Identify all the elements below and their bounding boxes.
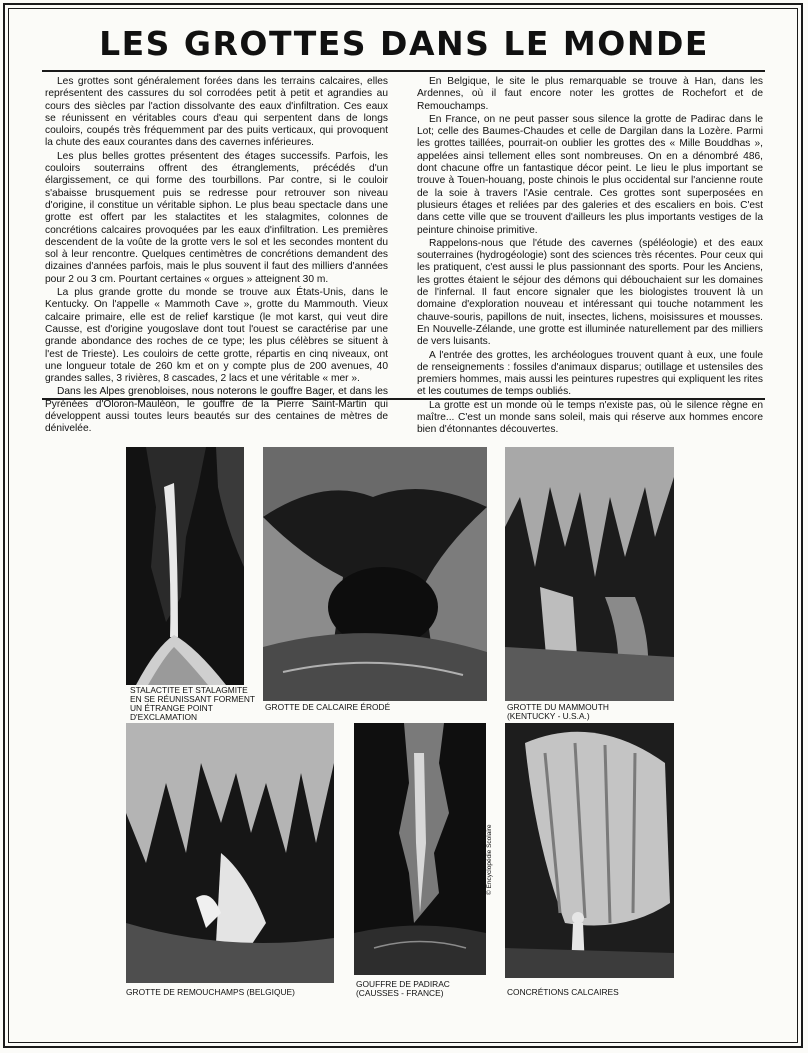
page-title: LES GROTTES DANS LE MONDE (99, 24, 709, 63)
grotte-remouchamps-caption: GROTTE DE REMOUCHAMPS (BELGIQUE) (126, 987, 295, 997)
concretions-calcaires-caption: CONCRÉTIONS CALCAIRES (507, 987, 619, 997)
article-right-column (417, 76, 763, 438)
grotte-calcaire-illustration (263, 447, 487, 701)
article-left-column (45, 76, 388, 437)
title-rule (42, 70, 765, 72)
paragraph: Dans les Alpes grenobloises, nous noterons le gouffre Bager, et dans les Pyrénées d'Oloron-Mauléon, le gouffre de la Pierre Saint-Martin qui développent aussi toutes leurs beautés sur des centaines de mètres de dénivelée. (45, 386, 388, 435)
paragraph: La grotte est un monde où le temps n'existe pas, où le silence règne en maître... C'est un monde sans soleil, mais qui réserve aux hommes encore bien d'étonnantes découvertes. (417, 399, 763, 436)
paragraph: La plus grande grotte du monde se trouve aux États-Unis, dans le Kentucky. On l'appelle « Mammoth Cave », grotte du Mammouth. Vieux calcaire primaire, elle est de relief karstique (le mot karst, qui veut dire Causse, est d'origine yougoslave dont tout l'ouest se caractérise par une grande abondance des roches de ce type; les plus célèbres se situent à l'est de Trieste). Les couloirs de cette grotte, répartis en cinq niveaux, ont une longueur totale de 260 km et on y compte plus de 200 avenues, 40 grandes salles, 3 rivières, 8 cascades, 2 lacs et une véritable « mer ». (45, 287, 388, 385)
paragraph: Rappelons-nous que l'étude des cavernes (spéléologie) et des eaux souterraines (hydrogéologie) sont des sciences très récentes. Pour ceux qui les pratiquent, c'est aussi le plus passionnant des sports. Pour les Anciens, les grottes étaient le séjour des démons qui débouchaient sur les domaines de l'infernal. Il faut encore signaler que les biologistes trouvent là un domaine d'exploration nouveau et intéressant qui touche notamment les chauve-souris, papillons de nuit, insectes, lichens, moisissures et mousses. En Nouvelle-Zélande, une grotte est illuminée naturellement par des milliers de vers luisants. (417, 237, 763, 348)
gouffre-padirac-illustration (354, 723, 486, 975)
grotte-mammouth-caption: GROTTE DU MAMMOUTH (KENTUCKY - U.S.A.) (507, 702, 609, 721)
stalactite-caption: STALACTITE ET STALAGMITE EN SE RÉUNISSANT FORMENT UN ÉTRANGE POINT D'EXCLAMATION (130, 685, 256, 722)
text-divider-rule (42, 398, 765, 400)
paragraph: En France, on ne peut passer sous silence la grotte de Padirac dans le Lot; celle des Baumes-Chaudes et celle de Dargilan dans la Lozère. Parmi les grottes taillées, pourrait-on oublier les grottes des « Mille Bouddhas », appelées ainsi tellement elles sont nombreuses. On en a dénombré 486, dont chacune offre un fantastique décor peint. Le lieu le plus important se trouve à Touen-houang, poste chinois le plus occidental sur l'ancienne route de la soie à travers l'Asie centrale. Ces grottes sont superposées en plusieurs étages et reliées par des galeries et des escaliers en bois. C'est dans cette ville que se trouvent d'ailleurs les plus importants vestiges de la peinture chinoise primitive. (417, 113, 763, 236)
paragraph: Les grottes sont généralement forées dans les terrains calcaires, elles représentent des cassures du sol corrodées petit à petit et agrandies au cours des siècles par l'action dissolvante des eaux d'infiltration. Ces eaux se réunissent en véritables cours d'eau qui serpentent dans de longs couloirs, coupés très fréquemment par des puits verticaux, qui provoquent la chute des eaux courantes dans des cavernes inférieures. (45, 76, 388, 149)
stalactite-illustration (126, 447, 244, 685)
grotte-remouchamps-illustration (126, 723, 334, 983)
concretions-calcaires-illustration (505, 723, 674, 978)
grotte-mammouth-illustration (505, 447, 674, 701)
grotte-calcaire-caption: GROTTE DE CALCAIRE ÉRODÉ (265, 702, 391, 712)
gouffre-padirac-caption: GOUFFRE DE PADIRAC (CAUSSES - FRANCE) (356, 979, 450, 998)
paragraph: A l'entrée des grottes, les archéologues trouvent quant à eux, une foule de renseignements : fossiles d'animaux disparus; outillage et ustensiles des premiers hommes, mais aussi les peintures rupestres qui expliquent les rites et les coutumes de temps oubliés. (417, 349, 763, 398)
paragraph: Les plus belles grottes présentent des étages successifs. Parfois, les couloirs souterrains offrent des étranglements, précédés d'un élargissement, ce qui forme des tourbillons. Par contre, si le couloir s'abaisse brusquement puis se redresse pour retrouver son niveau d'origine, il constitue un véritable siphon. Le plus beau spectacle dans une grotte est offert par les stalactites et les stalagmites, colonnes de concrétions calcaires provoquées par les eaux d'infiltration. Les premières descendent de la voûte de la grotte vers le sol et les secondes montent du sol à leur rencontre. Quelques centimètres de concrétions demandent des dizaines d'années parfois, mais le plus souvent il faut des milliers d'années pour 2 ou 3 cm. Pourtant certaines « orgues » atteignent 30 m. (45, 150, 388, 285)
image-credit: © Encyclopédie Scolaire (486, 824, 493, 895)
paragraph: En Belgique, le site le plus remarquable se trouve à Han, dans les Ardennes, où il faut encore noter les grottes de Rochefort et de Remouchamps. (417, 76, 763, 112)
